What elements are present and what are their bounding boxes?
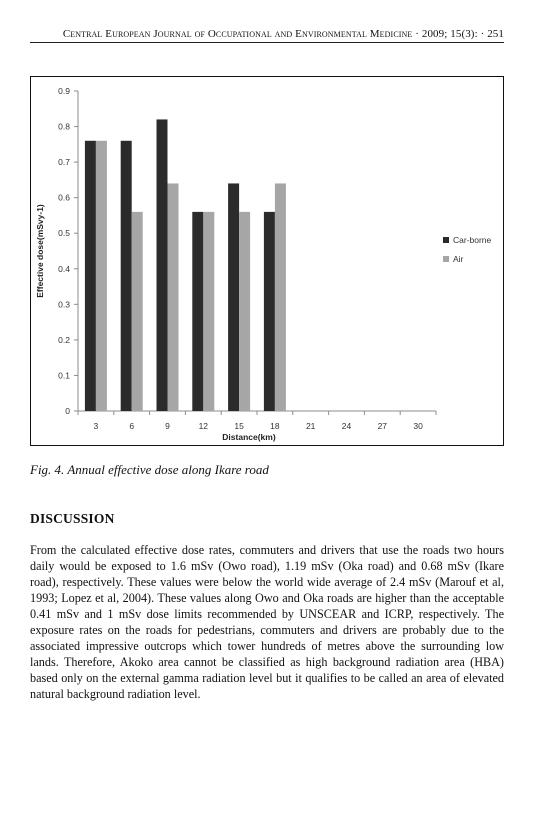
x-tick-label: 15 xyxy=(234,421,244,431)
bar-air xyxy=(132,212,143,411)
x-axis-title: Distance(km) xyxy=(222,432,276,442)
figure-chart-frame xyxy=(30,76,504,446)
x-tick-label: 6 xyxy=(129,421,135,431)
y-tick-label: 0.8 xyxy=(58,121,70,132)
journal-running-title: Central European Journal of Occupational and Environmental Medicine · 2009; 15(3): · 251 xyxy=(62,28,504,40)
y-tick-label: 0 xyxy=(65,406,70,416)
x-tick-label: 18 xyxy=(270,421,280,431)
section-heading: DISCUSSION xyxy=(30,511,115,526)
bar-air xyxy=(96,141,107,411)
legend-entry: Air xyxy=(453,254,464,264)
bar-car-borne xyxy=(157,119,168,411)
y-tick-label: 0.3 xyxy=(58,299,70,310)
y-tick-label: 0.2 xyxy=(58,334,70,345)
y-tick-label: 0.9 xyxy=(58,86,70,96)
y-axis-title: Effective dose(mSvy-1) xyxy=(35,204,45,298)
bar-air xyxy=(275,183,286,411)
bar-air xyxy=(203,212,214,411)
legend-entry: Car-borne xyxy=(453,235,492,245)
bar-car-borne xyxy=(192,212,203,411)
bar-car-borne xyxy=(85,141,96,411)
y-tick-label: 0.5 xyxy=(58,228,70,239)
x-tick-label: 21 xyxy=(305,421,316,431)
y-tick-label: 0.7 xyxy=(58,157,70,168)
x-tick-label: 9 xyxy=(165,421,170,431)
y-tick-label: 0.6 xyxy=(58,192,70,203)
figure-caption: Fig. 4. Annual effective dose along Ikare road xyxy=(30,462,269,477)
bar-car-borne xyxy=(121,141,132,411)
x-tick-label: 24 xyxy=(341,421,352,431)
bar-air xyxy=(239,212,250,411)
x-tick-label: 12 xyxy=(198,421,209,431)
discussion-paragraph: From the calculated effective dose rates, commuters and drivers that use the roads two hours daily would be exposed to 1.6 mSv (Owo road), 1.19 mSv (Oka road) and 0.68 mSv (Ikare road), respectively. These values were below the world wide average of 2.4 mSv (Marouf et al, 1993; Lopez et al, 2004). These values along Owo and Oka roads are higher than the acceptable 0.41 mSv and 1 mSv dose limits recommended by UNSCEAR and ICRP, respectively. The exposure rates on the roads for pedestrians, commuters and drivers are probably due to the associated impressive outcrops which tower hundreds of metres above the surrounding low lands. Therefore, Akoko area cannot be classified as high background radiation area (HBA) based only on the external gamma radiation level but it qualifies to be called an area of elevated natural background radiation level. xyxy=(30,543,504,701)
chart-legend xyxy=(443,235,492,264)
y-tick-label: 0.4 xyxy=(58,263,70,274)
chart-bars xyxy=(85,119,286,411)
bar-car-borne xyxy=(264,212,275,411)
x-tick-label: 3 xyxy=(93,421,99,431)
bar-air xyxy=(168,183,179,411)
x-tick-label: 27 xyxy=(377,421,388,431)
x-tick-label: 30 xyxy=(413,421,423,431)
y-tick-label: 0.1 xyxy=(58,370,70,381)
running-header xyxy=(30,28,504,43)
bar-car-borne xyxy=(228,183,239,411)
bar-chart xyxy=(31,77,503,445)
legend-swatch xyxy=(443,237,449,243)
legend-swatch xyxy=(443,256,449,262)
